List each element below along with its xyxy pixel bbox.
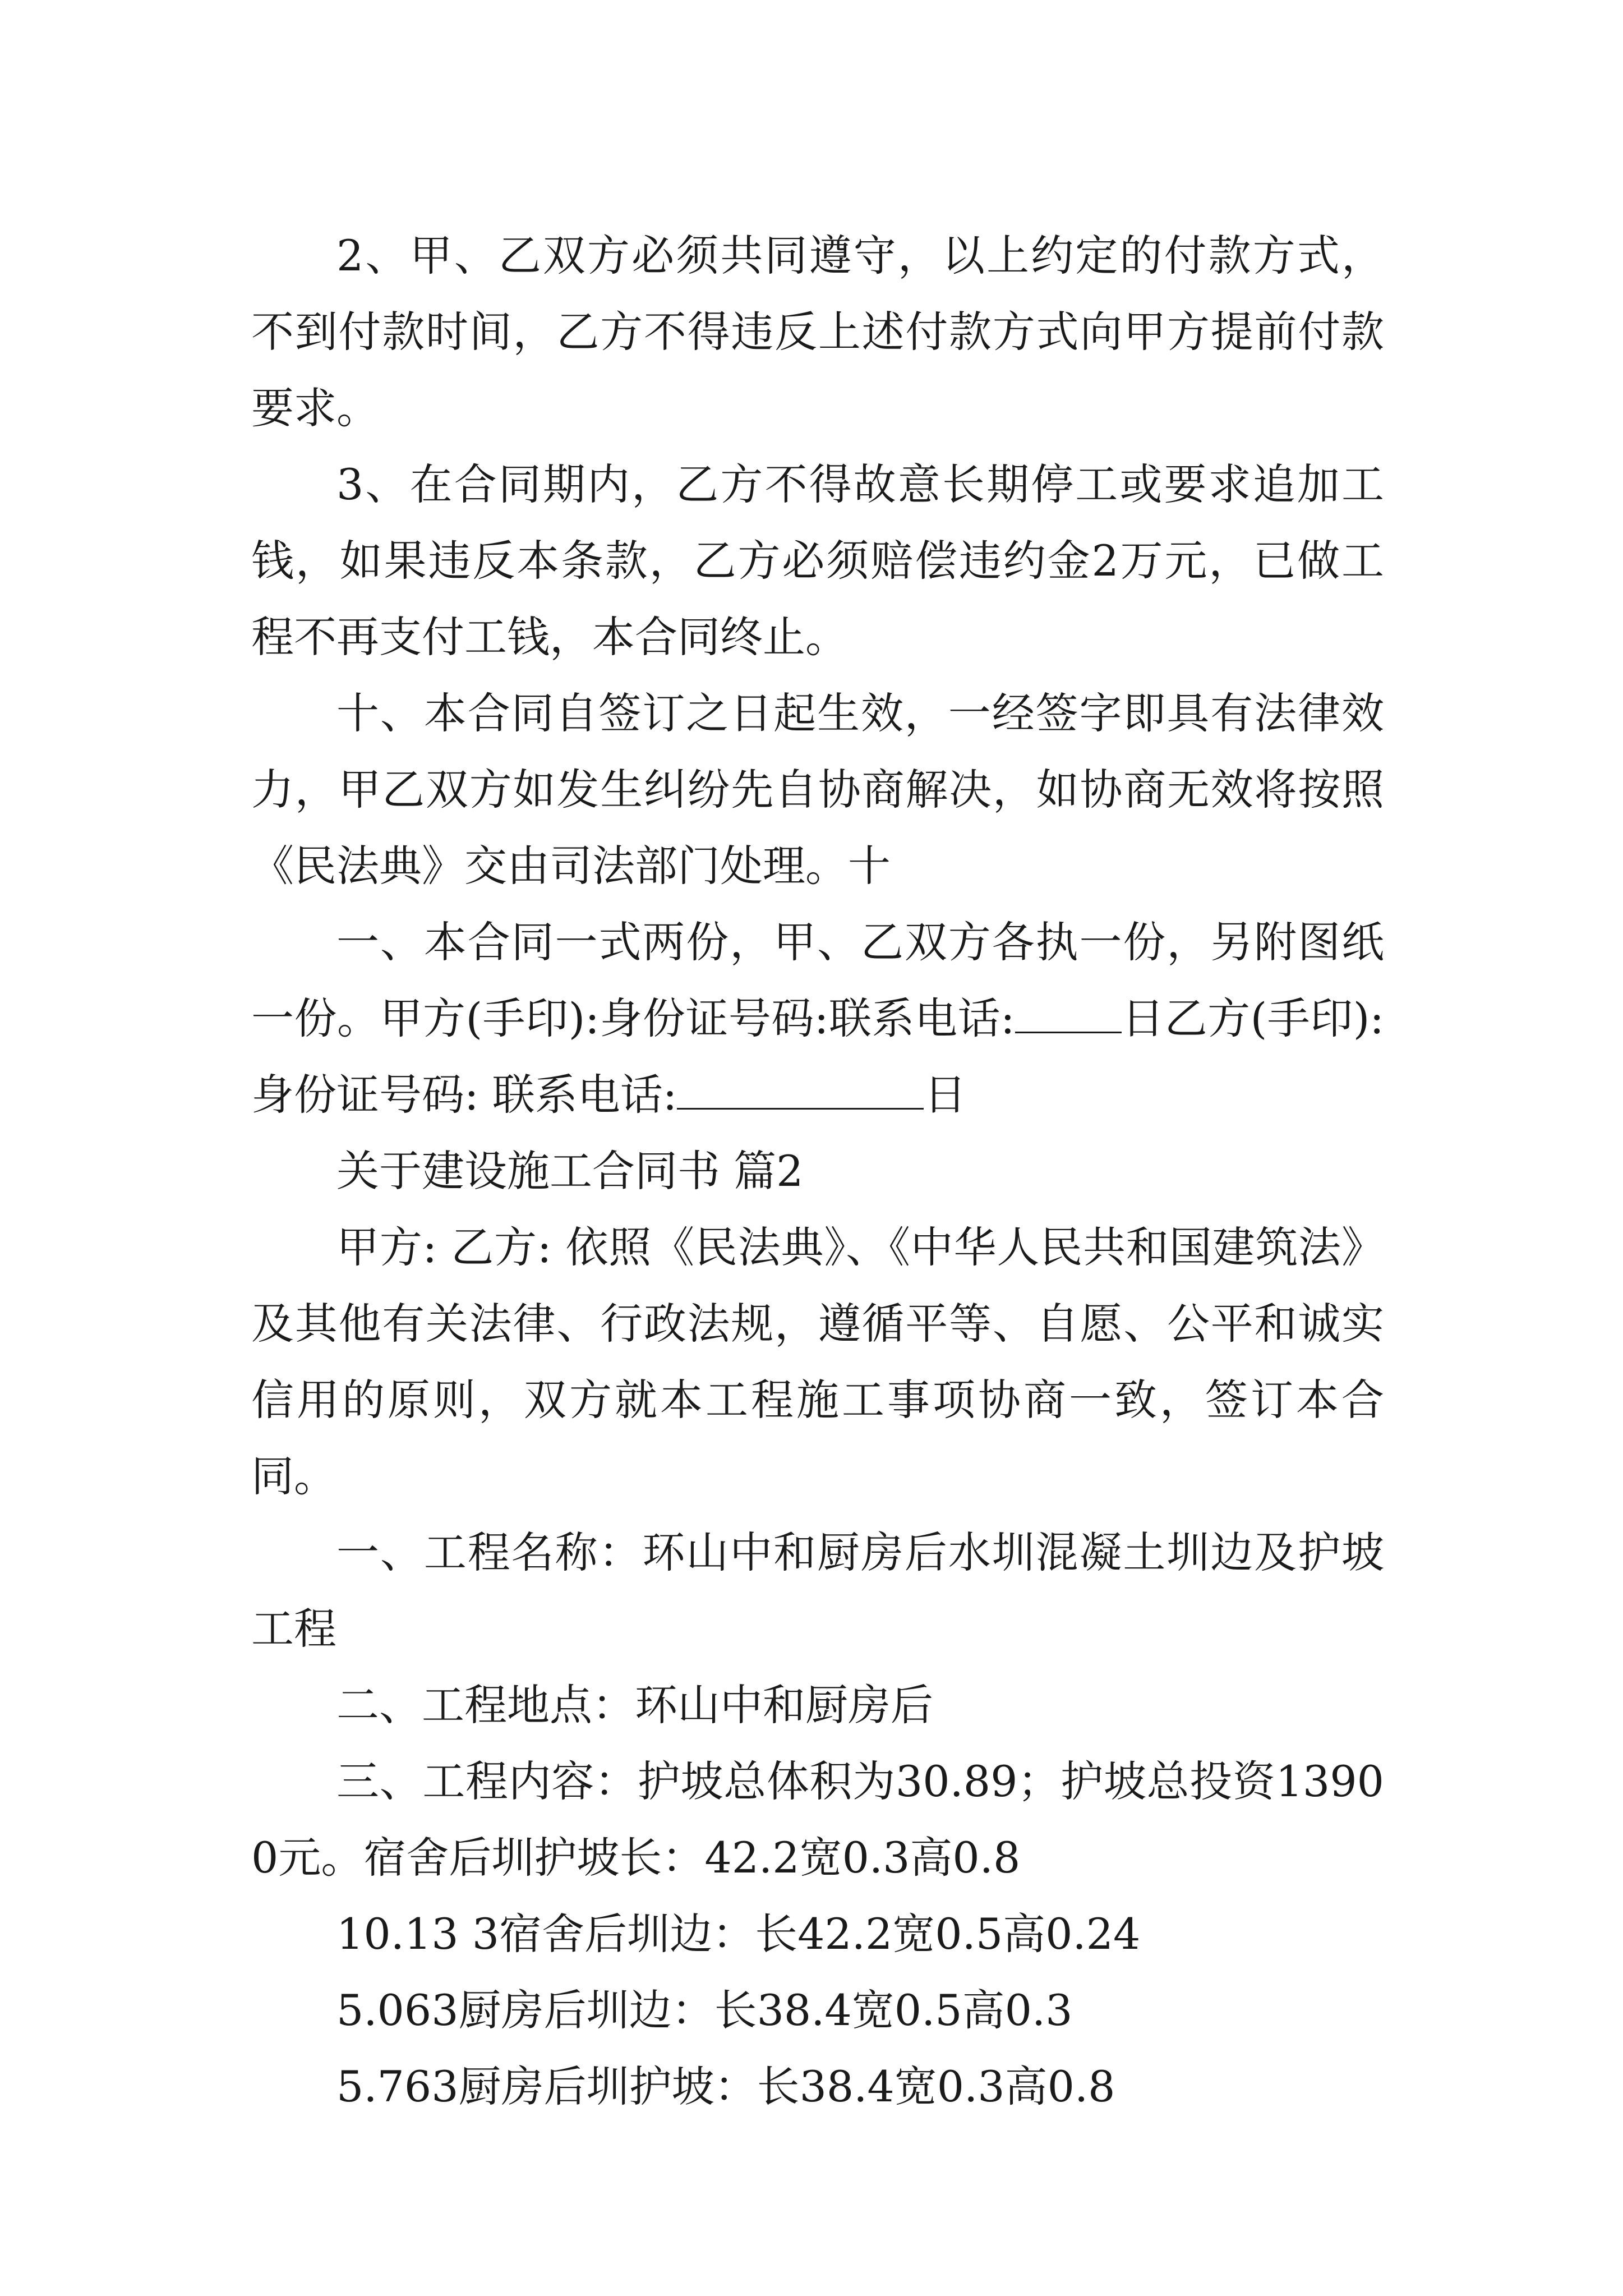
- paragraph-work-stoppage: 3、在合同期内，乙方不得故意长期停工或要求追加工钱，如果违反本条款，乙方必须赔偿违约金2万元，已做工程不再支付工钱，本合同终止。: [251, 459, 1384, 662]
- paragraph-payment-terms: 2、甲、乙双方必须共同遵守，以上约定的付款方式，不到付款时间，乙方不得违反上述付款方式向甲方提前付款要求。: [251, 231, 1384, 433]
- copies-text: 一、本合同一式两份，甲、乙双方各执一份，另附图纸一份。甲方(手印):身份证号码:联系电话:: [251, 917, 1384, 1043]
- date-blank-party-b: [677, 1069, 924, 1110]
- paragraph-project-name: 一、工程名称：环山中和厨房后水圳混凝土圳边及护坡工程: [251, 1527, 1384, 1654]
- paragraph-copies-signatures: [251, 904, 1384, 1133]
- paragraph-kitchen-edge: 5.063厨房后圳边：长38.4宽0.5高0.3: [336, 1985, 1073, 2035]
- party-b-signature-text: 日乙方(手印):身份证号码: 联系电话:: [251, 993, 1384, 1120]
- section-heading: 关于建设施工合同书 篇2: [336, 1146, 804, 1196]
- paragraph-kitchen-slope: 5.763厨房后圳护坡：长38.4宽0.3高0.8: [336, 2062, 1115, 2111]
- paragraph-effectiveness: 十、本合同自签订之日起生效，一经签字即具有法律效力，甲乙双方如发生纠纷先自协商解决，如协商无效将按照《民法典》交由司法部门处理。十: [251, 688, 1384, 891]
- date-suffix: 日: [924, 1070, 967, 1120]
- paragraph-legal-basis: 甲方: 乙方: 依照《民法典》、《中华人民共和国建筑法》及其他有关法律、行政法规，遵循平等、自愿、公平和诚实信用的原则，双方就本工程施工事项协商一致，签订本合同。: [251, 1222, 1384, 1501]
- paragraph-project-location: 二、工程地点：环山中和厨房后: [336, 1680, 933, 1730]
- paragraph-dorm-edge: 10.13 3宿舍后圳边：长42.2宽0.5高0.24: [336, 1909, 1141, 1959]
- date-blank-party-a: [1015, 992, 1122, 1033]
- document-body: [251, 218, 1384, 2125]
- paragraph-project-content: 三、工程内容：护坡总体积为30.89；护坡总投资13900元。宿舍后圳护坡长：42.2宽0.3高0.8: [251, 1756, 1384, 1883]
